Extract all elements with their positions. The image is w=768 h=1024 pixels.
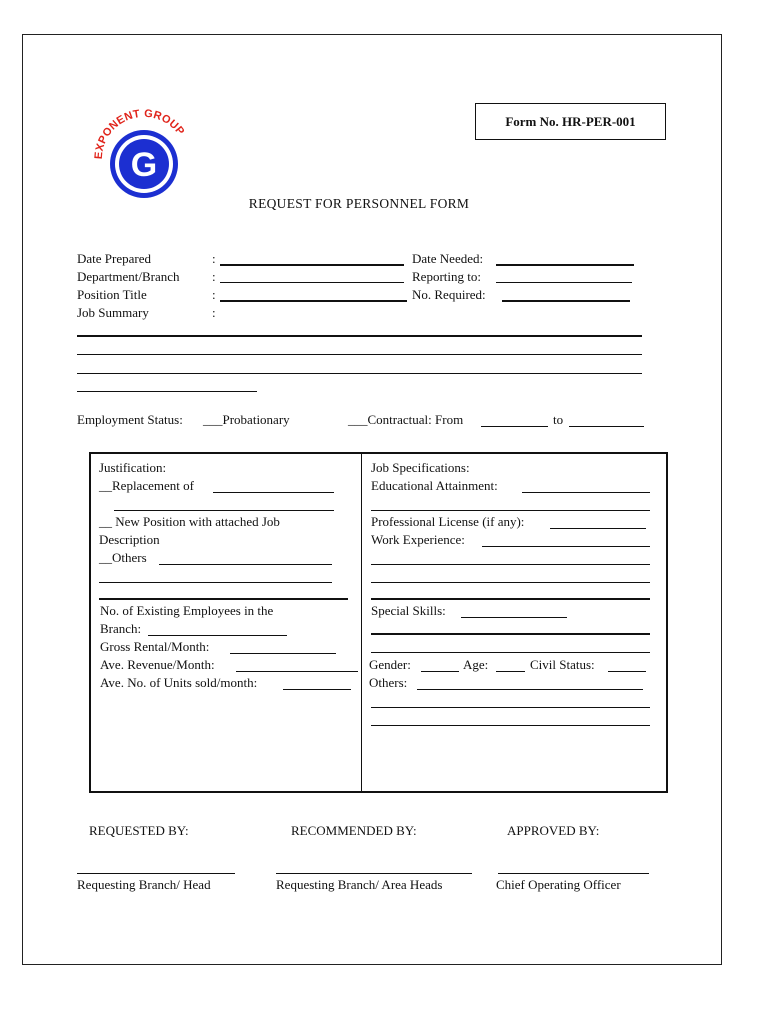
- contract-to-field[interactable]: [569, 426, 644, 427]
- special-skills-field[interactable]: [461, 617, 567, 618]
- area-heads-caption: Requesting Branch/ Area Heads: [276, 877, 443, 892]
- civil-status-label: Civil Status:: [530, 657, 595, 672]
- education-field-2[interactable]: [371, 510, 650, 511]
- colon: :: [212, 305, 216, 320]
- justification-label: Justification:: [99, 460, 167, 475]
- gross-rental-field[interactable]: [230, 653, 336, 654]
- contract-to-label: to: [553, 412, 564, 427]
- experience-label: Work Experience:: [371, 532, 465, 547]
- approved-by-signature-line[interactable]: [498, 873, 649, 874]
- contract-from-field[interactable]: [481, 426, 548, 427]
- ave-units-field[interactable]: [283, 689, 351, 690]
- coo-caption: Chief Operating Officer: [496, 877, 621, 892]
- form-title: REQUEST FOR PERSONNEL FORM: [248, 196, 470, 211]
- position-label: Position Title: [77, 287, 147, 302]
- section-divider: [371, 598, 650, 600]
- education-field[interactable]: [522, 492, 650, 493]
- department-field[interactable]: [220, 282, 404, 283]
- others-spec-field-2[interactable]: [371, 707, 650, 708]
- requested-by-signature-line[interactable]: [77, 873, 235, 874]
- job-summary-line[interactable]: [77, 373, 642, 374]
- date-needed-label: Date Needed:: [412, 251, 484, 266]
- existing-employees-label: No. of Existing Employees in the: [100, 603, 274, 618]
- requesting-head-caption: Requesting Branch/ Head: [77, 877, 211, 892]
- civil-status-field[interactable]: [608, 671, 646, 672]
- reporting-to-label: Reporting to:: [412, 269, 481, 284]
- new-position-description: Description: [99, 532, 160, 547]
- date-needed-field[interactable]: [496, 264, 634, 266]
- license-label: Professional License (if any):: [371, 514, 525, 529]
- special-skills-label: Special Skills:: [371, 603, 446, 618]
- special-skills-field-2[interactable]: [371, 633, 650, 635]
- employment-status-label: Employment Status:: [77, 412, 183, 427]
- experience-field-3[interactable]: [371, 582, 650, 583]
- education-label: Educational Attainment:: [371, 478, 498, 493]
- date-prepared-field[interactable]: [220, 264, 404, 266]
- colon: :: [212, 269, 216, 284]
- logo-letter: G: [130, 146, 158, 184]
- recommended-by-label: RECOMMENDED BY:: [291, 823, 417, 838]
- logo-wordmark: EXPONENT GROUP: [92, 108, 187, 160]
- ave-units-label: Ave. No. of Units sold/month:: [100, 675, 258, 690]
- section-divider: [99, 598, 348, 600]
- no-required-field[interactable]: [502, 300, 630, 302]
- colon: :: [212, 287, 216, 302]
- job-summary-line[interactable]: [77, 391, 257, 392]
- new-position-option[interactable]: __ New Position with attached Job: [99, 514, 280, 529]
- colon: :: [212, 251, 216, 266]
- job-specs-label: Job Specifications:: [371, 460, 470, 475]
- others-field-2[interactable]: [99, 582, 332, 583]
- gross-rental-label: Gross Rental/Month:: [100, 639, 210, 654]
- others-field[interactable]: [159, 564, 332, 565]
- others-spec-field-3[interactable]: [371, 725, 650, 726]
- form-number: Form No. HR-PER-001: [475, 103, 666, 140]
- details-box: [89, 452, 668, 793]
- replacement-option[interactable]: __Replacement of: [99, 478, 194, 493]
- department-label: Department/Branch: [77, 269, 180, 284]
- license-field[interactable]: [550, 528, 646, 529]
- replacement-field[interactable]: [213, 492, 334, 493]
- contractual-option[interactable]: ___Contractual: From: [348, 412, 464, 427]
- date-prepared-label: Date Prepared: [77, 251, 151, 266]
- age-field[interactable]: [496, 671, 525, 672]
- others-spec-field[interactable]: [417, 689, 643, 690]
- company-logo: [88, 108, 198, 200]
- ave-revenue-field[interactable]: [236, 671, 358, 672]
- ave-revenue-label: Ave. Revenue/Month:: [100, 657, 215, 672]
- requested-by-label: REQUESTED BY:: [89, 823, 189, 838]
- special-skills-field-3[interactable]: [371, 652, 650, 653]
- position-field[interactable]: [220, 300, 407, 302]
- approved-by-label: APPROVED BY:: [507, 823, 600, 838]
- existing-employees-field[interactable]: [148, 635, 287, 636]
- job-summary-line[interactable]: [77, 335, 642, 337]
- no-required-label: No. Required:: [412, 287, 486, 302]
- probationary-option[interactable]: ___Probationary: [203, 412, 290, 427]
- branch-label: Branch:: [100, 621, 142, 636]
- job-summary-line[interactable]: [77, 354, 642, 355]
- others-option[interactable]: __Others: [99, 550, 147, 565]
- replacement-field-2[interactable]: [114, 510, 334, 511]
- age-label: Age:: [463, 657, 489, 672]
- gender-label: Gender:: [369, 657, 411, 672]
- others-label: Others:: [369, 675, 408, 690]
- recommended-by-signature-line[interactable]: [276, 873, 472, 874]
- experience-field-2[interactable]: [371, 564, 650, 565]
- job-summary-label: Job Summary: [77, 305, 149, 320]
- gender-field[interactable]: [421, 671, 459, 672]
- reporting-to-field[interactable]: [496, 282, 632, 283]
- column-divider: [361, 453, 362, 792]
- experience-field[interactable]: [482, 546, 650, 547]
